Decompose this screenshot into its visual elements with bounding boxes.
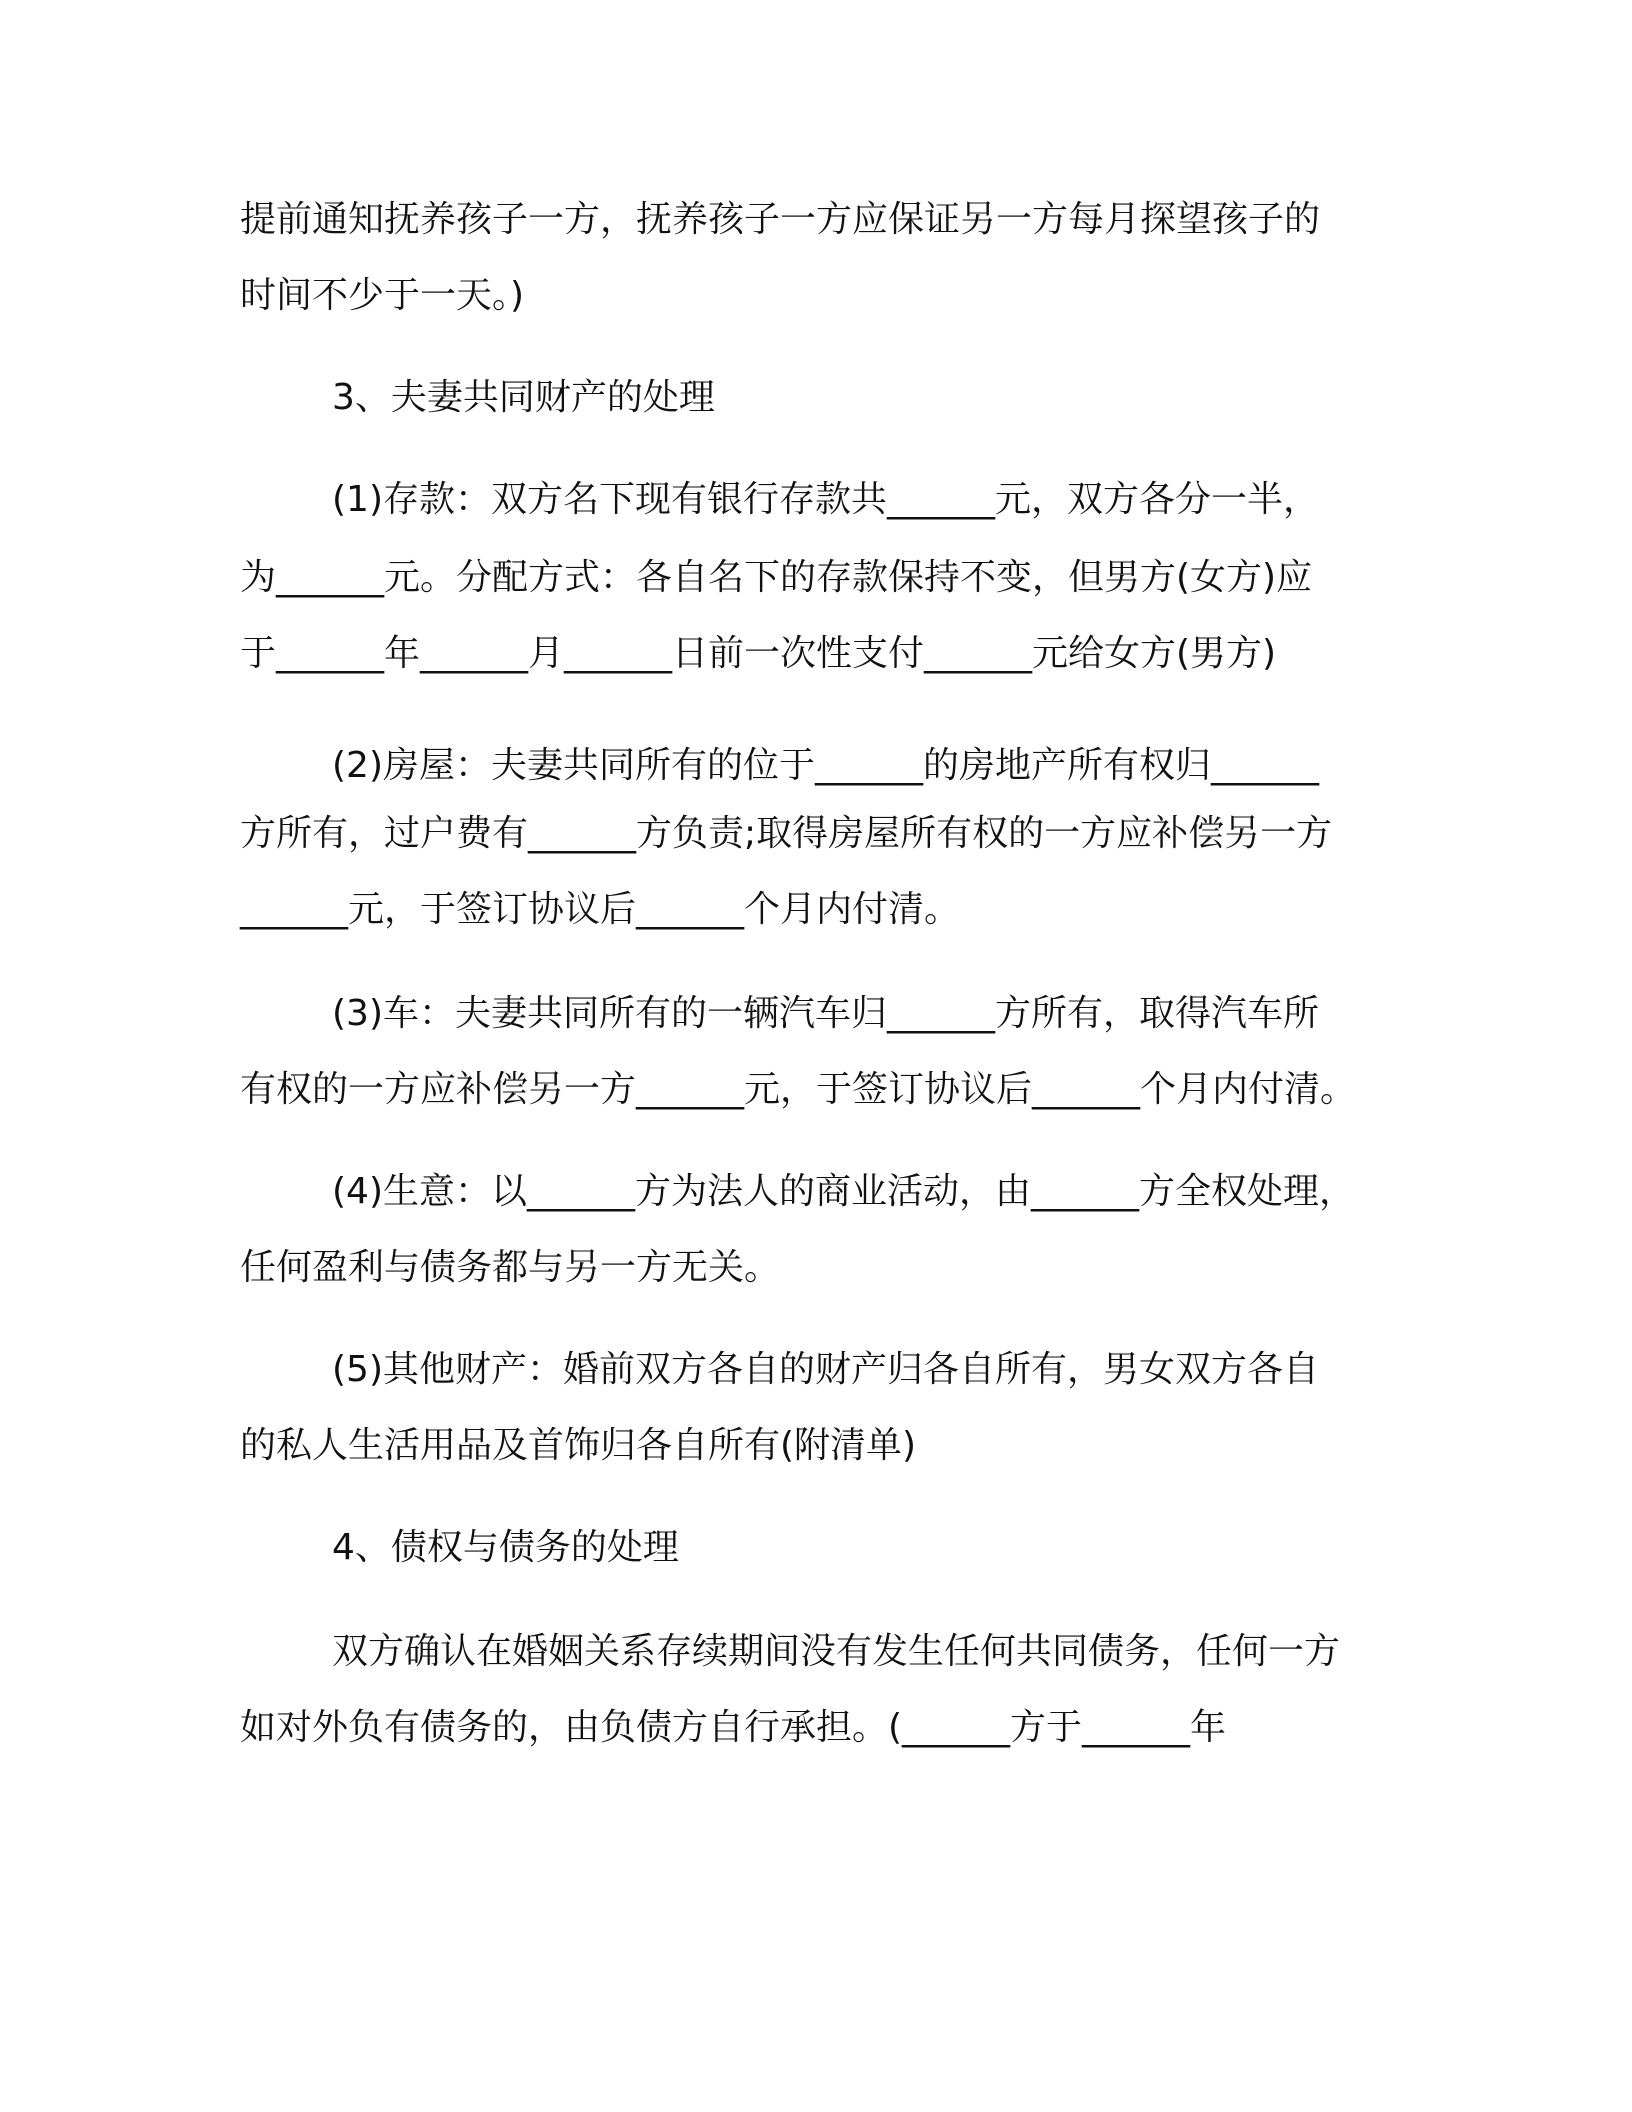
- text-line: 方所有，过户费有______方负责;取得房屋所有权的一方应补偿另一方: [240, 813, 1333, 854]
- text-line: (3)车：夫妻共同所有的一辆汽车归______方所有，取得汽车所: [332, 993, 1319, 1034]
- text-line: (5)其他财产：婚前双方各自的财产归各自所有，男女双方各自: [332, 1349, 1319, 1390]
- text-line: (4)生意：以______方为法人的商业活动，由______方全权处理，: [332, 1171, 1355, 1212]
- text-line: 任何盈利与债务都与另一方无关。: [240, 1247, 781, 1288]
- text-line: (1)存款：双方名下现有银行存款共______元，双方各分一半，: [332, 479, 1319, 520]
- text-line: 于______年______月______日前一次性支付______元给女方(男方): [240, 633, 1277, 674]
- section-heading: 3、夫妻共同财产的处理: [332, 377, 715, 418]
- text-line: 时间不少于一天。): [240, 275, 525, 316]
- text-line: 为______元。分配方式：各自名下的存款保持不变，但男方(女方)应: [240, 557, 1313, 598]
- text-line: ______元，于签订协议后______个月内付清。: [240, 889, 961, 930]
- text-line: 双方确认在婚姻关系存续期间没有发生任何共同债务，任何一方: [332, 1631, 1341, 1672]
- text-line: 的私人生活用品及首饰归各自所有(附清单): [240, 1425, 917, 1466]
- section-heading: 4、债权与债务的处理: [332, 1527, 679, 1568]
- text-line: (2)房屋：夫妻共同所有的位于______的房地产所有权归______: [332, 745, 1319, 786]
- text-line: 提前通知抚养孩子一方，抚养孩子一方应保证另一方每月探望孩子的: [240, 199, 1321, 240]
- text-line: 如对外负有债务的，由负债方自行承担。(______方于______年: [240, 1707, 1227, 1748]
- text-line: 有权的一方应补偿另一方______元，于签订协议后______个月内付清。: [240, 1069, 1357, 1110]
